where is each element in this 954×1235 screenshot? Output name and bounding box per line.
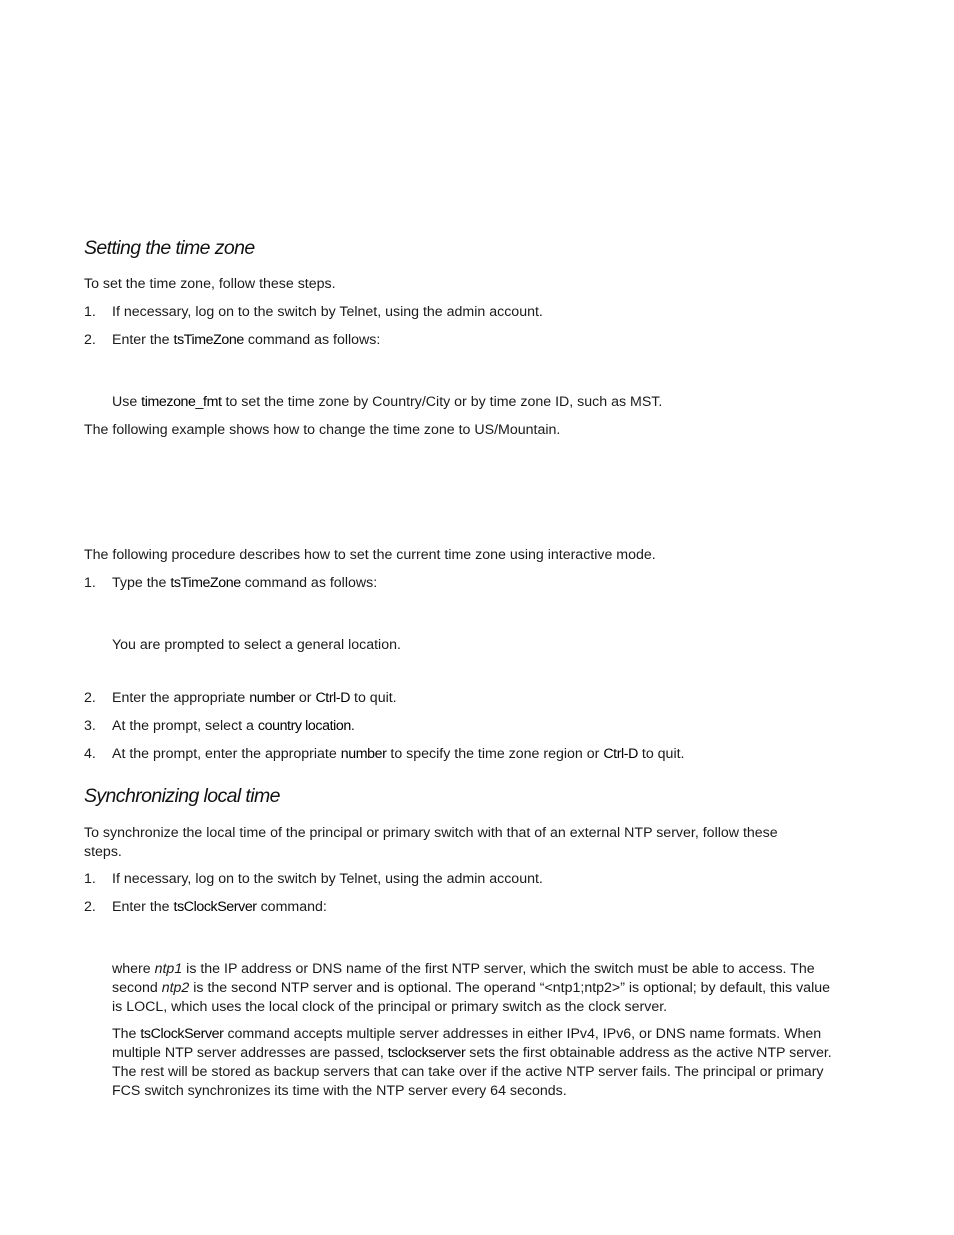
step-number: 2. [84, 690, 96, 706]
command-name: country location [257, 718, 351, 734]
command-name: number [249, 690, 295, 706]
param-ntp2: ntp2 [161, 980, 190, 996]
step-text: If necessary, log on to the switch by Telnet, using the admin account. [112, 871, 543, 887]
param-ntp1: ntp1 [154, 961, 183, 977]
note-text: You are prompted to select a general location. [112, 637, 401, 653]
command-name: Ctrl-D [315, 690, 351, 706]
command-name: tsclockserver [387, 1045, 466, 1061]
step-number: 1. [84, 304, 96, 320]
intro-text: To synchronize the local time of the principal or primary switch with that of an external NTP server, follow these steps. [84, 825, 778, 860]
step-text: At the prompt, select a country location. [112, 718, 355, 734]
step-number: 4. [84, 746, 96, 762]
step-text: Enter the tsClockServer command: [112, 899, 327, 915]
command-name: Ctrl-D [603, 746, 638, 762]
command-name: tsClockServer [140, 1026, 224, 1042]
accept-paragraph: The tsClockServer command accepts multiple server addresses in either IPv4, IPv6, or DNS name formats. When multiple NTP server addresses are passed, tsclockserver sets the first obtainable address as the active NTP server. The rest will be stored as backup servers that can take over if the active NTP server fails. The principal or primary FCS switch synchronizes its time with the NTP server every 64 seconds. [112, 1026, 832, 1099]
step-text: Enter the appropriate number or Ctrl-D to quit. [112, 690, 397, 706]
command-name: tsTimeZone [170, 575, 241, 591]
step-text: Enter the tsTimeZone command as follows: [112, 332, 381, 348]
step-number: 2. [84, 899, 96, 915]
step-number: 1. [84, 575, 96, 591]
command-name: timezone_fmt [141, 394, 222, 410]
note-text: Use timezone_fmt to set the time zone by Country/City or by time zone ID, such as MST. [112, 394, 663, 410]
step-text: At the prompt, enter the appropriate number to specify the time zone region or Ctrl-D to quit. [112, 746, 685, 762]
where-paragraph: where ntp1 is the IP address or DNS name of the first NTP server, which the switch must be able to access. The second ntp2 is the second NTP server and is optional. The operand “<ntp1;ntp2>” is optional; by default, this value is LOCL, which uses the local clock of the principal or primary switch as the clock server. [112, 961, 830, 1015]
step-number: 3. [84, 718, 96, 734]
step-number: 1. [84, 871, 96, 887]
step-text: Type the tsTimeZone command as follows: [112, 575, 378, 591]
step-number: 2. [84, 332, 96, 348]
section-heading-time-zone: Setting the time zone [84, 237, 255, 259]
section-heading-sync-time: Synchronizing local time [84, 785, 280, 807]
command-name: tsTimeZone [173, 332, 244, 348]
procedure-text: The following procedure describes how to set the current time zone using interactive mode. [84, 547, 656, 563]
command-name: tsClockServer [173, 899, 257, 915]
step-text: If necessary, log on to the switch by Telnet, using the admin account. [112, 304, 543, 320]
intro-text: To set the time zone, follow these steps. [84, 276, 336, 292]
command-name: number [340, 746, 387, 762]
example-text: The following example shows how to change the time zone to US/Mountain. [84, 422, 561, 438]
